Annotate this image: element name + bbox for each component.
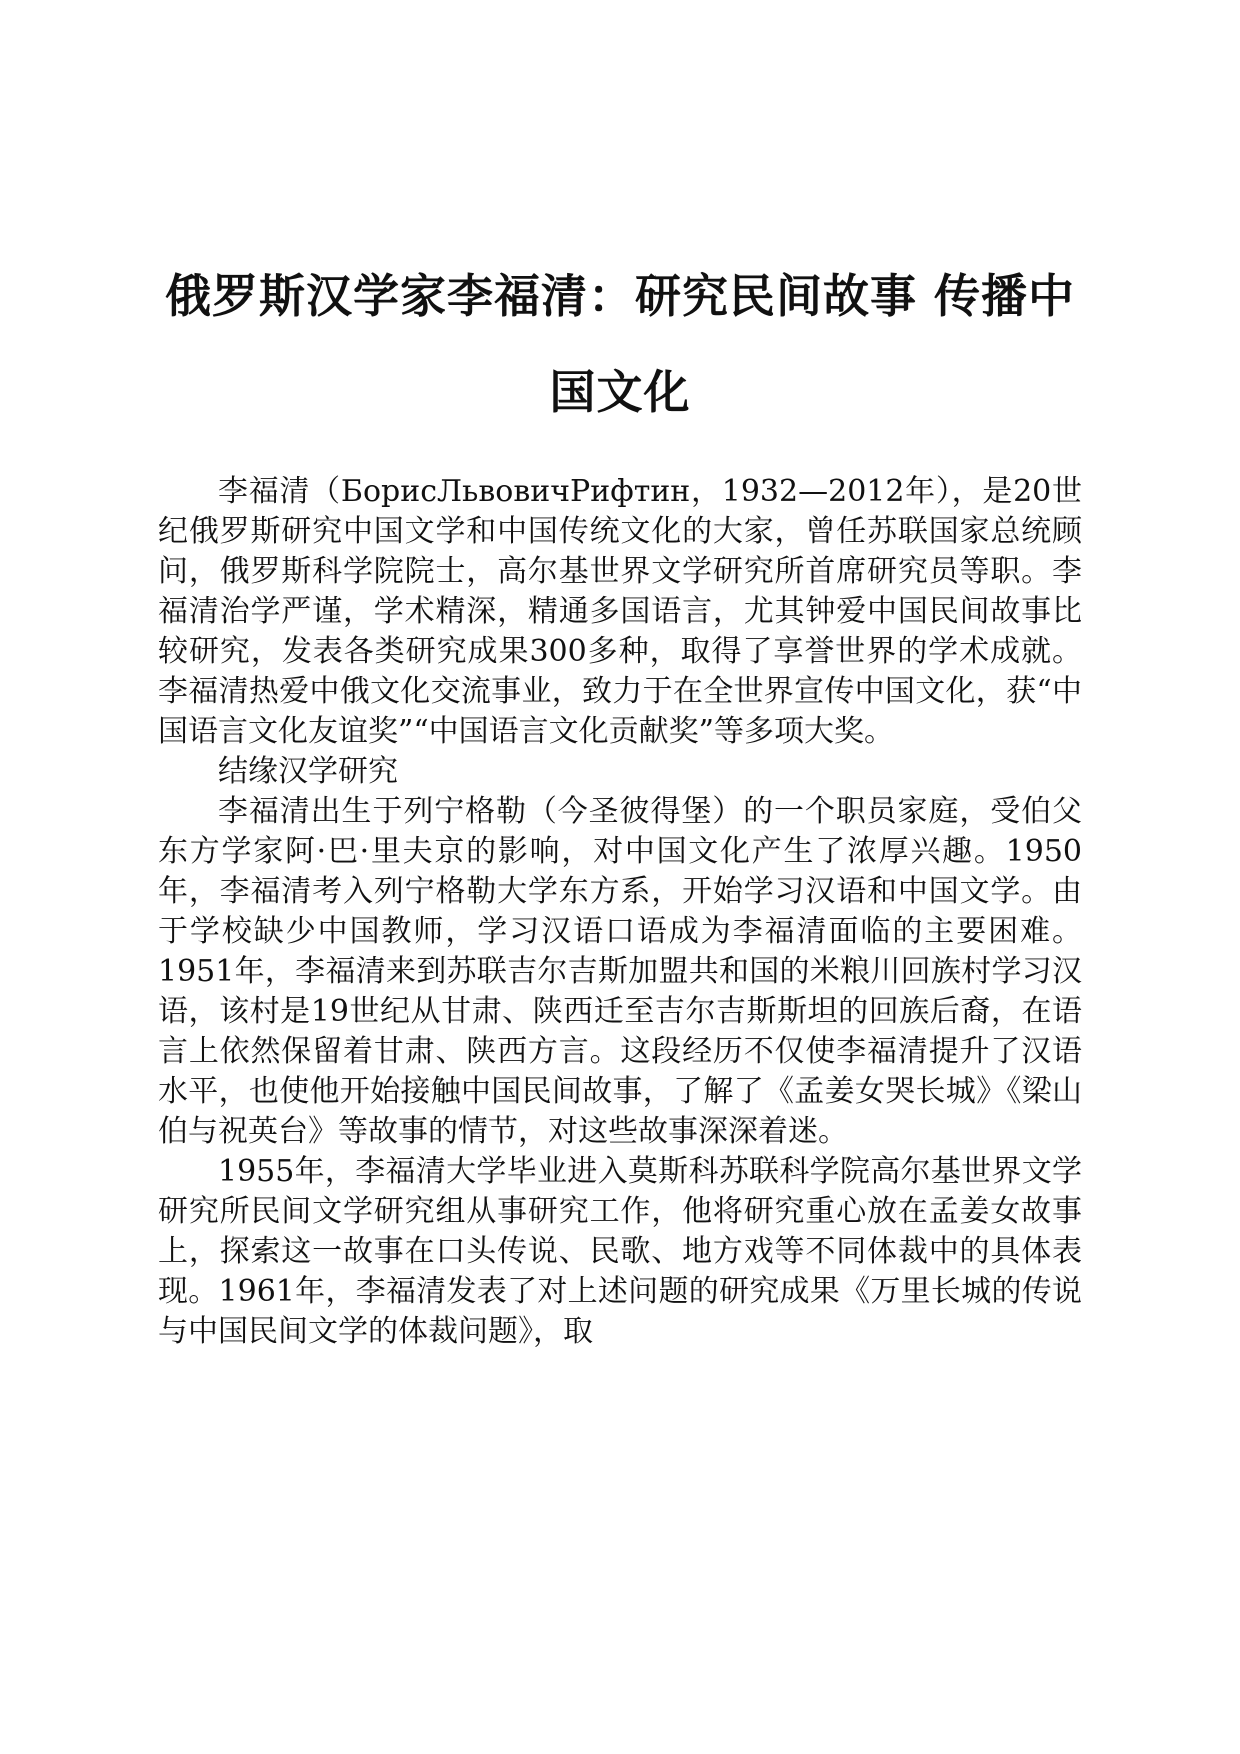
title-line-2: 国文化	[549, 365, 691, 419]
section-heading: 结缘汉学研究	[218, 754, 398, 789]
section-paragraph-1: 李福清出生于列宁格勒（今圣彼得堡）的一个职员家庭，受伯父东方学家阿·巴·里夫京的影响，对中国文化产生了浓厚兴趣。1950年，李福清考入列宁格勒大学东方系，开始学习汉语和中国文学。由于学校缺少中国教师，学习汉语口语成为李福清面临的主要困难。1951年，李福清来到苏联吉尔吉斯加盟共和国的米粮川回族村学习汉语，该村是19世纪从甘肃、陕西迁至吉尔吉斯斯坦的回族后裔，在语言上依然保留着甘肃、陕西方言。这段经历不仅使李福清提升了汉语水平，也使他开始接触中国民间故事，了解了《孟姜女哭长城》《梁山伯与祝英台》等故事的情节，对这些故事深深着迷。	[158, 794, 1082, 1149]
section-paragraph-2: 1955年，李福清大学毕业进入莫斯科苏联科学院高尔基世界文学研究所民间文学研究组从事研究工作，他将研究重心放在孟姜女故事上，探索这一故事在口头传说、民歌、地方戏等不同体裁中的具体表现。1961年，李福清发表了对上述问题的研究成果《万里长城的传说与中国民间文学的体裁问题》，取	[158, 1154, 1082, 1349]
intro-paragraph: 李福清（БорисЛьвовичРифтин，1932—2012年），是20世纪俄罗斯研究中国文学和中国传统文化的大家，曾任苏联国家总统顾问，俄罗斯科学院院士，高尔基世界文学研究所首席研究员等职。李福清治学严谨，学术精深，精通多国语言，尤其钟爱中国民间故事比较研究，发表各类研究成果300多种，取得了享誉世界的学术成就。李福清热爱中俄文化交流事业，致力于在全世界宣传中国文化，获“中国语言文化友谊奖”“中国语言文化贡献奖”等多项大奖。	[158, 474, 1082, 749]
article-body	[158, 472, 1082, 1352]
title-line-1: 俄罗斯汉学家李福清：研究民间故事 传播中	[164, 269, 1075, 323]
document-title	[158, 248, 1082, 440]
